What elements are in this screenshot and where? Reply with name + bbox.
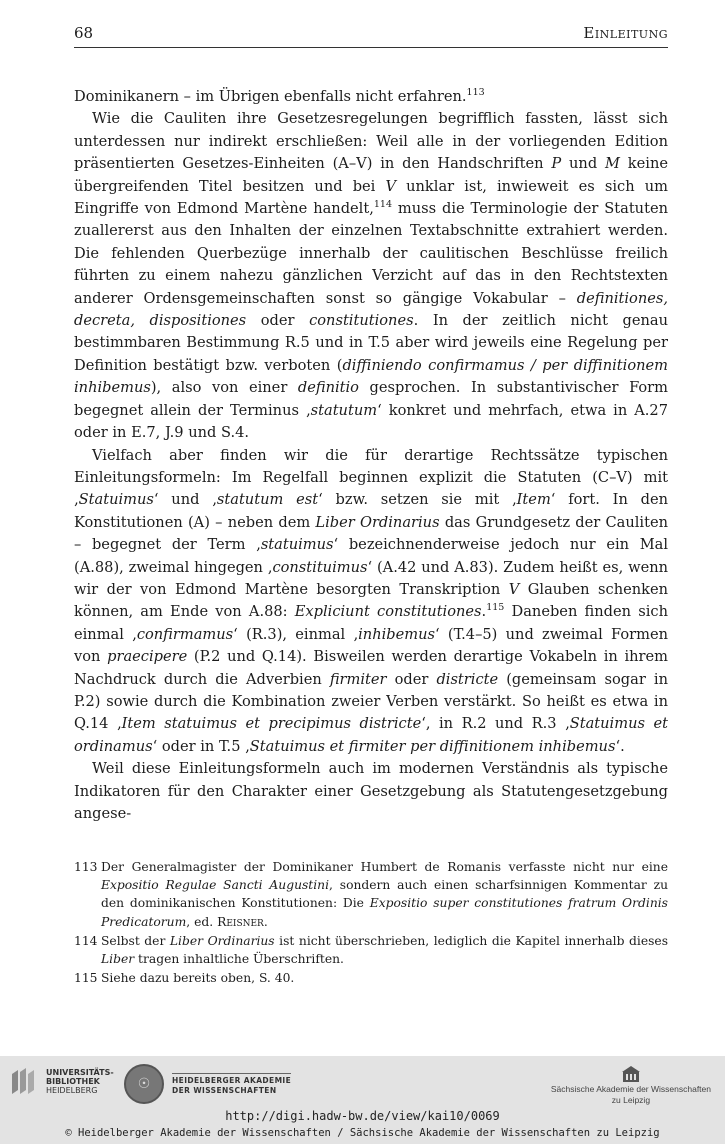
italic-text: districte [436,670,499,688]
italic-text: Expliciunt constitutiones [294,603,482,621]
text-run: Daneben finden sich einmal ‚ [74,603,668,643]
text-run: das Grundgesetz der Cauliten – begegnet der Term ‚ [74,513,668,554]
italic-text: Item [516,491,551,509]
footnote-text [101,969,668,987]
footnotes [74,858,668,988]
body-paragraph [74,758,668,825]
italic-text: Liber Ordinarius [315,513,440,531]
source-url-link[interactable]: http://digi.hadw-bw.de/view/kai10/0069 [225,1109,500,1123]
text-run: ist nicht überschrieben, lediglich die Kapitel innerhalb dieses [274,933,669,948]
italic-text: statuimus [260,536,334,554]
text-run: ‘ bezeichnenderweise jedoch nur ein Mal (A.88), zweimal hingegen ‚ [74,536,668,576]
italic-text: Statuimus [78,491,154,509]
italic-text: Liber [101,952,135,967]
saw-building-icon [621,1064,641,1084]
italic-text: inhibemus [358,625,435,643]
ub-heidelberg-logo[interactable] [8,1064,114,1098]
footnote-reference[interactable]: 115 [486,602,505,614]
text-run: ‘ (R.3), einmal ‚ [233,625,359,643]
footnote-number: 114 [74,933,98,948]
small-caps-text: Reisner [217,914,264,929]
text-run: ‘ fort. In den Konstitutionen (A) – neben dem [74,491,669,531]
footnote-number: 115 [74,971,98,986]
text-run: , ed. [186,914,218,929]
text-run: , sondern auch einen scharfsinnigen Kommentar zu den dominikanischen Konstitutionen: Die [101,878,668,911]
saw-line-2: zu Leipzig [611,1095,651,1105]
footnote-reference[interactable]: 114 [373,199,392,211]
footer-bar [0,1056,725,1144]
text-run: Siehe dazu bereits oben, S. 40. [101,971,295,986]
italic-text: Expositio super constitutiones fratrum Ordinis Predicatorum [101,896,668,929]
italic-text: V [508,580,520,598]
italic-text: diffiniendo confirmamus / per diffinitionem inhibemus [74,356,668,397]
italic-text: constituimus [272,558,368,576]
text-run: muss die Terminologie der Statuten zuallererst aus den Inhalten der einzelnen Textabschnitte extrahiert werden. Die fehlenden Querbezüge innerhalb der caulitischen Beschlüsse freilich führten zu einem nahezu gänzlichen Verzicht auf das in den Rechtstexten anderer Ordensgemeinschaften sonst so gängige Vokabular – [74,200,668,307]
italic-text: definitio [297,379,359,397]
text-run: ‘. [615,737,625,755]
body-paragraph [74,108,668,444]
body-paragraph [74,445,668,759]
saw-logo[interactable] [551,1064,711,1106]
italic-text: constitutiones [309,312,414,330]
footnote [74,932,668,968]
text-run: tragen inhaltliche Überschriften. [134,952,344,967]
text-run: ‘ konkret und mehrfach, etwa in A.27 oder in E.7, J.9 und S.4. [74,401,669,442]
italic-text: praecipere [107,648,188,666]
copyright-notice: © Heidelberger Akademie der Wissenschaften / Sächsische Akademie der Wissenschaften zu Leipzig [65,1127,660,1139]
italic-text: Liber Ordinarius [169,933,275,948]
italic-text: definitiones, decreta, dispositiones [74,289,668,330]
hadw-seal-icon: ☉ [124,1064,164,1104]
hadw-line-2: DER WISSENSCHAFTEN [172,1085,277,1095]
italic-text: statutum [310,401,378,419]
footnote [74,969,668,987]
footnote-reference[interactable]: 113 [466,87,485,99]
ub-line-1: UNIVERSITÄTS- [46,1067,114,1077]
italic-text: statutum est [216,491,319,509]
text-run: oder [246,312,310,330]
header-rule [74,47,668,48]
ub-line-2: BIBLIOTHEK [46,1076,100,1086]
text-run: ), also von einer [150,379,298,397]
saw-line-1: Sächsische Akademie der Wissenschaften [550,1084,711,1094]
italic-text: V [385,177,397,195]
text-run: Der Generalmagister der Dominikaner Humbert de Romanis verfasste nicht nur eine [101,860,668,874]
text-run: . [481,603,487,621]
ub-line-3: HEIDELBERG [46,1085,98,1095]
italic-text: M [605,155,620,173]
text-run: Vielfach aber finden wir die für derartige Rechtssätze typischen Einleitungsformeln: Im Regelfall beginnen explizit die Statuten (C–V) mit ‚ [74,446,668,509]
text-run: keine übergreifenden Titel besitzen und bei [74,155,668,195]
text-run: ‘ oder in T.5 ‚ [152,737,250,755]
text-run: . [263,914,268,929]
italic-text: Expositio Regulae Sancti Augustini [101,878,330,893]
italic-text: confirmamus [136,625,234,643]
italic-text: Item statuimus et precipimus districte [121,715,422,733]
text-run: und [561,155,606,173]
library-pillars-icon [8,1064,42,1098]
text-run: ‘ (A.42 und A.83). Zudem heißt es, wenn wir der von Edmond Martène besorgten Transkription [74,558,668,598]
text-run: gesprochen. In substantivischer Form begegnet allein der Terminus ‚ [74,379,668,419]
text-run: unklar ist, inwieweit es sich um Eingriffe von Edmond Martène handelt, [74,177,668,218]
text-run: oder [386,670,437,688]
text-run: (P.2 und Q.14). Bisweilen werden derartige Vokabeln in ihrem Nachdruck durch die Adverbien [74,648,668,688]
italic-text: Statuimus et firmiter per diffinitionem inhibemus [249,737,616,755]
text-run: Glauben schenken können, am Ende von A.88: [74,580,669,621]
text-run: ‘, in R.2 und R.3 ‚ [421,715,570,733]
text-run: Dominikanern – im Übrigen ebenfalls nicht erfahren. [74,88,467,105]
hadw-logo[interactable] [124,1064,291,1104]
text-run: Selbst der [101,933,170,948]
text-run: Weil diese Einleitungsformeln auch im modernen Verständnis als typische Indikatoren für den Charakter einer Gesetzgebung als Statutengesetzgebung angese- [74,760,668,822]
body-text [74,86,668,825]
italic-text: firmiter [329,670,387,688]
text-run: ‘ (T.4–5) und zweimal Formen von [74,625,668,666]
text-run: ‘ bzw. setzen sie mit ‚ [318,491,517,509]
footnote-text [101,932,668,968]
footnote-text [101,858,668,931]
text-run: . In der zeitlich nicht genau bestimmbaren Bestimmung R.5 und in T.5 aber wird jeweils eine Regelung per Definition bestätigt bzw. verboten ( [74,312,668,374]
italic-text: Statuimus et ordinamus [74,715,668,755]
text-run: (gemeinsam sogar in P.2) sowie durch die Kombination zweier Verben verstärkt. So heißt es etwa in Q.14 ‚ [74,670,668,733]
text-run: ‘ und ‚ [153,491,217,509]
page-number: 68 [74,24,94,42]
footnote [74,858,668,931]
hadw-line-1: HEIDELBERGER AKADEMIE [172,1075,292,1085]
italic-text: P [551,155,562,173]
text-run: Wie die Cauliten ihre Gesetzesregelungen begrifflich fassten, lässt sich unterdessen nur indirekt erschließen: Weil alle in der vorliegenden Edition präsentierten Gesetzes-Einheiten (A–V) in den Handschriften [74,110,668,173]
body-paragraph [74,86,668,108]
running-head: Einleitung [583,24,668,42]
footnote-number: 113 [74,860,98,874]
